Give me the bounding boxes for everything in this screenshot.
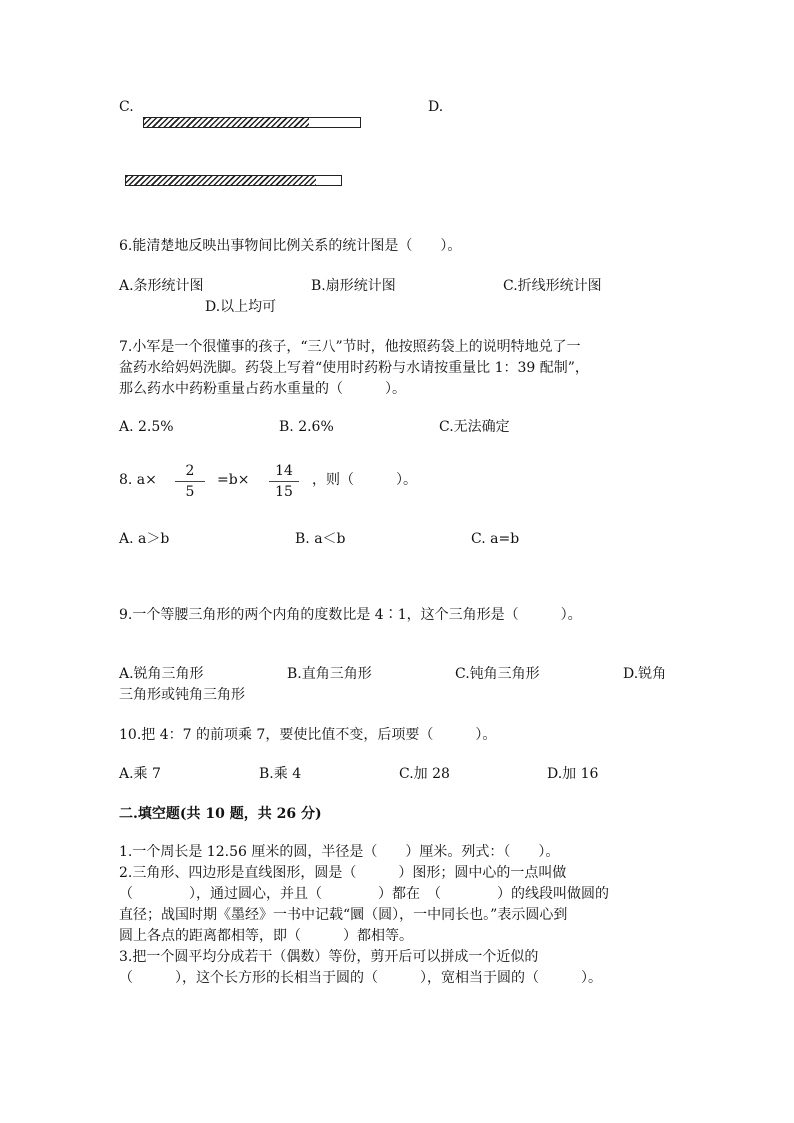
fill-q3-line1: 3.把一个圆平均分成若干（偶数）等份，剪开后可以拼成一个近似的 [119,949,539,965]
option-c-label: C. [119,99,134,115]
q9-option-d-line1: D.锐角 [623,666,667,682]
q8-option-c: C. a=b [471,531,520,547]
fill-q1: 1.一个周长是 12.56 厘米的圆，半径是（ ）厘米。列式：（ ）。 [119,844,560,860]
option-c-bar-hatched-portion [144,118,309,127]
q8-fraction-2 [269,462,299,501]
q7-option-c: C.无法确定 [439,419,510,435]
q6-option-d: D.以上均可 [205,299,277,315]
q10-stem: 10.把 4：7 的前项乘 7，要使比值不变，后项要（ ）。 [119,727,497,743]
q7-stem-line2: 盆药水给妈妈洗脚。药袋上写着“使用时药粉与水请按重量比 1：39 配制”， [119,360,589,376]
q7-stem-line1: 7.小军是一个很懂事的孩子，“三八”节时，他按照药袋上的说明特地兑了一 [119,339,581,355]
q6-option-b: B.扇形统计图 [311,278,396,294]
q8-option-b: B. a＜b [295,531,346,547]
q10-option-d: D.加 16 [547,766,599,782]
q9-option-c: C.钝角三角形 [455,666,540,682]
option-d-bar [125,175,342,186]
q7-option-b: B. 2.6% [279,419,334,435]
q9-option-a: A.锐角三角形 [119,666,204,682]
option-c-bar [143,117,361,128]
q9-stem: 9.一个等腰三角形的两个内角的度数比是 4∶1，这个三角形是（ ）。 [119,607,582,623]
q8-fraction-2-numerator: 14 [269,462,299,482]
q8-fraction-1 [175,462,205,501]
q8-option-a: A. a＞b [119,531,170,547]
q10-option-c: C.加 28 [399,766,450,782]
q8-fraction-1-numerator: 2 [175,462,205,482]
fill-q2-line4: 圆上各点的距离都相等，即（ ）都相等。 [119,928,413,944]
q7-option-a: A. 2.5% [119,419,174,435]
q9-option-d-line2: 三角形或钝角三角形 [119,687,245,703]
fill-q3-line2: （ ），这个长方形的长相当于圆的（ ），宽相当于圆的（ ）。 [119,970,602,986]
q6-option-c: C.折线形统计图 [503,278,602,294]
q8-suffix: ，则（ ）。 [312,472,417,488]
q8-fraction-1-denominator: 5 [185,484,195,500]
option-d-label: D. [428,99,444,115]
fill-q2-line2: （ ），通过圆心，并且（ ）都在 （ ）的线段叫做圆的 [119,886,609,902]
q8-middle: =b× [217,472,250,488]
q10-option-a: A.乘 7 [119,766,161,782]
fill-q2-line1: 2.三角形、四边形是直线图形，圆是（ ）图形；圆中心的一点叫做 [119,865,567,881]
q6-option-a: A.条形统计图 [119,278,204,294]
q6-stem: 6.能清楚地反映出事物间比例关系的统计图是（ ）。 [119,238,462,254]
fill-q2-line3: 直径；战国时期《墨经》一书中记载“圜（圆），一中同长也。”表示圆心到 [119,907,568,923]
q9-option-b: B.直角三角形 [287,666,372,682]
q7-stem-line3: 那么药水中药粉重量占药水重量的（ ）。 [119,381,406,397]
q10-option-b: B.乘 4 [259,766,302,782]
q8-fraction-2-denominator: 15 [275,484,293,500]
option-d-bar-hatched-portion [126,176,316,185]
section-heading-fill-in: 二.填空题(共 10 题，共 26 分) [119,806,322,822]
q8-prefix: 8. a× [119,472,157,488]
